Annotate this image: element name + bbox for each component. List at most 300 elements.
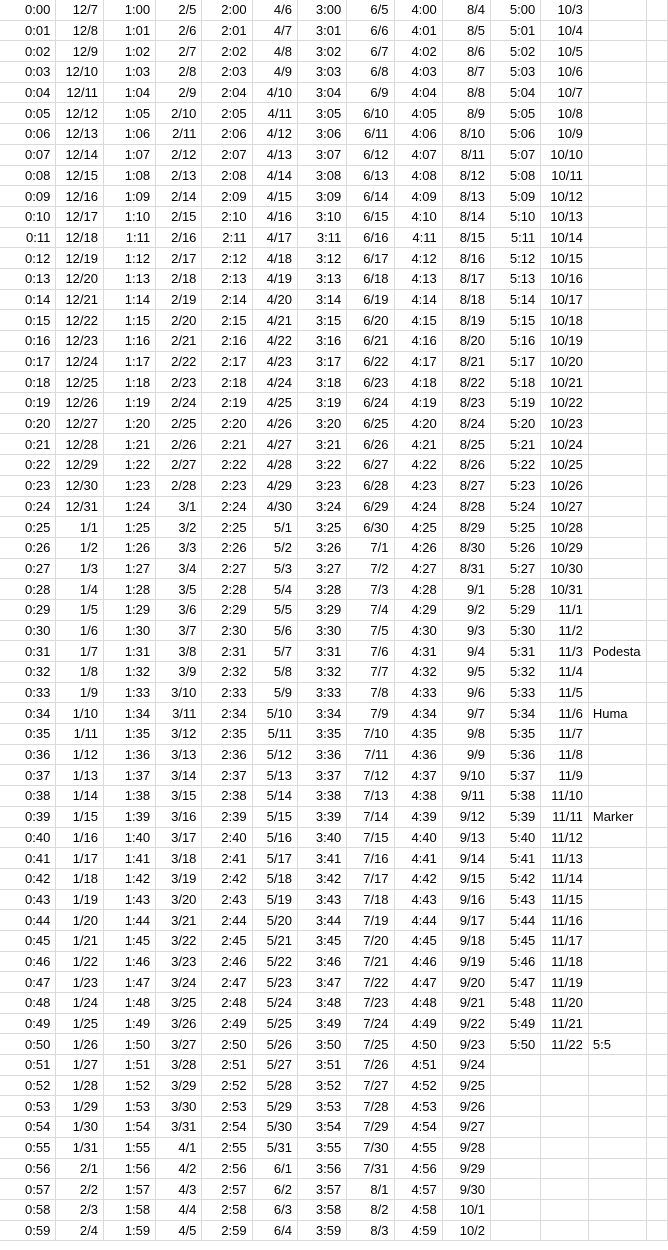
sheet-cell[interactable]: 0:10 <box>0 206 56 227</box>
sheet-cell[interactable]: 8/15 <box>442 227 490 248</box>
sheet-cell[interactable]: 1/31 <box>56 1137 104 1158</box>
sheet-cell[interactable]: 7/29 <box>347 1117 394 1138</box>
sheet-cell[interactable]: 2:33 <box>202 682 252 703</box>
sheet-cell[interactable]: 0:28 <box>0 579 56 600</box>
sheet-cell[interactable]: 7/3 <box>347 579 394 600</box>
sheet-cell[interactable] <box>588 848 646 869</box>
sheet-cell[interactable]: 7/4 <box>347 599 394 620</box>
sheet-cell[interactable]: 5:26 <box>491 537 541 558</box>
sheet-cell[interactable]: 0:05 <box>0 103 56 124</box>
sheet-cell[interactable]: 1:47 <box>104 972 156 993</box>
sheet-cell[interactable] <box>646 806 667 827</box>
sheet-cell[interactable] <box>588 537 646 558</box>
sheet-cell[interactable]: 3:50 <box>297 1034 346 1055</box>
sheet-cell[interactable]: 9/14 <box>442 848 490 869</box>
sheet-cell[interactable]: 2/20 <box>156 310 202 331</box>
sheet-cell[interactable] <box>588 827 646 848</box>
sheet-cell[interactable] <box>646 434 667 455</box>
sheet-cell[interactable]: 7/16 <box>347 848 394 869</box>
sheet-cell[interactable]: 3:01 <box>297 20 346 41</box>
sheet-cell[interactable]: 10/3 <box>541 0 589 20</box>
sheet-cell[interactable]: 3/10 <box>156 682 202 703</box>
sheet-cell[interactable]: 12/24 <box>56 351 104 372</box>
sheet-cell[interactable]: 11/22 <box>541 1034 589 1055</box>
sheet-cell[interactable]: 5/4 <box>252 579 297 600</box>
sheet-cell[interactable]: 0:34 <box>0 703 56 724</box>
sheet-cell[interactable]: 5:24 <box>491 496 541 517</box>
sheet-cell[interactable]: 2/13 <box>156 165 202 186</box>
sheet-cell[interactable]: 5/16 <box>252 827 297 848</box>
sheet-cell[interactable] <box>491 1199 541 1220</box>
sheet-cell[interactable]: 2/4 <box>56 1220 104 1241</box>
sheet-cell[interactable]: 12/29 <box>56 455 104 476</box>
sheet-cell[interactable]: 5:49 <box>491 1013 541 1034</box>
sheet-cell[interactable]: 3:21 <box>297 434 346 455</box>
sheet-cell[interactable]: 5:5 <box>588 1034 646 1055</box>
sheet-cell[interactable]: 3:57 <box>297 1179 346 1200</box>
sheet-cell[interactable] <box>541 1137 589 1158</box>
sheet-cell[interactable]: 5:39 <box>491 806 541 827</box>
sheet-cell[interactable] <box>646 351 667 372</box>
sheet-cell[interactable]: 1/4 <box>56 579 104 600</box>
sheet-cell[interactable]: 11/3 <box>541 641 589 662</box>
sheet-cell[interactable]: 2:02 <box>202 41 252 62</box>
sheet-cell[interactable]: 1:12 <box>104 248 156 269</box>
sheet-cell[interactable]: 5:35 <box>491 724 541 745</box>
sheet-cell[interactable] <box>646 331 667 352</box>
sheet-cell[interactable]: 0:19 <box>0 393 56 414</box>
sheet-cell[interactable]: 2:22 <box>202 455 252 476</box>
sheet-cell[interactable]: 11/19 <box>541 972 589 993</box>
sheet-cell[interactable]: 3/31 <box>156 1117 202 1138</box>
sheet-cell[interactable]: 5:31 <box>491 641 541 662</box>
sheet-cell[interactable]: 2/26 <box>156 434 202 455</box>
sheet-cell[interactable]: 2:39 <box>202 806 252 827</box>
sheet-cell[interactable]: 3:41 <box>297 848 346 869</box>
sheet-cell[interactable]: 5/1 <box>252 517 297 538</box>
sheet-cell[interactable]: 5/14 <box>252 786 297 807</box>
sheet-cell[interactable]: 3:02 <box>297 41 346 62</box>
sheet-cell[interactable]: 3:35 <box>297 724 346 745</box>
sheet-cell[interactable]: 1/28 <box>56 1075 104 1096</box>
sheet-cell[interactable]: 3/3 <box>156 537 202 558</box>
sheet-cell[interactable]: 2:15 <box>202 310 252 331</box>
sheet-cell[interactable]: 0:45 <box>0 930 56 951</box>
sheet-cell[interactable]: 2/11 <box>156 124 202 145</box>
sheet-cell[interactable] <box>646 144 667 165</box>
sheet-cell[interactable]: 12/19 <box>56 248 104 269</box>
sheet-cell[interactable] <box>588 144 646 165</box>
sheet-cell[interactable]: 8/27 <box>442 475 490 496</box>
sheet-cell[interactable]: 2:41 <box>202 848 252 869</box>
sheet-cell[interactable]: 4/3 <box>156 1179 202 1200</box>
sheet-cell[interactable]: 4/10 <box>252 82 297 103</box>
sheet-cell[interactable]: 3:10 <box>297 206 346 227</box>
sheet-cell[interactable]: 2:38 <box>202 786 252 807</box>
sheet-cell[interactable]: 3:18 <box>297 372 346 393</box>
sheet-cell[interactable]: 6/4 <box>252 1220 297 1241</box>
sheet-cell[interactable]: 3:27 <box>297 558 346 579</box>
sheet-cell[interactable]: 4/11 <box>252 103 297 124</box>
sheet-cell[interactable]: 7/20 <box>347 930 394 951</box>
sheet-cell[interactable]: 3/14 <box>156 765 202 786</box>
sheet-cell[interactable] <box>646 744 667 765</box>
sheet-cell[interactable] <box>588 868 646 889</box>
sheet-cell[interactable] <box>646 165 667 186</box>
sheet-cell[interactable]: 1:23 <box>104 475 156 496</box>
sheet-cell[interactable]: 5/21 <box>252 930 297 951</box>
sheet-cell[interactable]: 9/25 <box>442 1075 490 1096</box>
sheet-cell[interactable]: 5/26 <box>252 1034 297 1055</box>
sheet-cell[interactable] <box>588 1199 646 1220</box>
sheet-cell[interactable]: 2:54 <box>202 1117 252 1138</box>
sheet-cell[interactable]: 11/9 <box>541 765 589 786</box>
sheet-cell[interactable]: 1:27 <box>104 558 156 579</box>
sheet-cell[interactable]: 1:53 <box>104 1096 156 1117</box>
sheet-cell[interactable]: 6/2 <box>252 1179 297 1200</box>
sheet-cell[interactable] <box>541 1158 589 1179</box>
sheet-cell[interactable]: 4:50 <box>394 1034 442 1055</box>
sheet-cell[interactable]: 0:15 <box>0 310 56 331</box>
sheet-cell[interactable]: 0:49 <box>0 1013 56 1034</box>
sheet-cell[interactable]: 5/13 <box>252 765 297 786</box>
sheet-cell[interactable]: 3/23 <box>156 951 202 972</box>
sheet-cell[interactable]: 4:52 <box>394 1075 442 1096</box>
sheet-cell[interactable]: 4:06 <box>394 124 442 145</box>
sheet-cell[interactable]: 2:13 <box>202 268 252 289</box>
sheet-cell[interactable]: 2:53 <box>202 1096 252 1117</box>
sheet-cell[interactable]: 1:59 <box>104 1220 156 1241</box>
sheet-cell[interactable]: 5:38 <box>491 786 541 807</box>
sheet-cell[interactable] <box>646 1075 667 1096</box>
sheet-cell[interactable]: 11/17 <box>541 930 589 951</box>
sheet-cell[interactable]: 10/14 <box>541 227 589 248</box>
sheet-cell[interactable]: 1/18 <box>56 868 104 889</box>
sheet-cell[interactable]: 0:29 <box>0 599 56 620</box>
sheet-cell[interactable]: 5/10 <box>252 703 297 724</box>
sheet-cell[interactable]: 9/28 <box>442 1137 490 1158</box>
sheet-cell[interactable]: 5:25 <box>491 517 541 538</box>
sheet-cell[interactable]: 1/16 <box>56 827 104 848</box>
sheet-cell[interactable]: 6/10 <box>347 103 394 124</box>
sheet-cell[interactable]: 3:07 <box>297 144 346 165</box>
sheet-cell[interactable]: 5:23 <box>491 475 541 496</box>
sheet-cell[interactable] <box>646 724 667 745</box>
sheet-cell[interactable]: 4/23 <box>252 351 297 372</box>
sheet-cell[interactable]: 3:52 <box>297 1075 346 1096</box>
sheet-cell[interactable]: 7/21 <box>347 951 394 972</box>
sheet-cell[interactable]: 12/27 <box>56 413 104 434</box>
sheet-cell[interactable]: 0:58 <box>0 1199 56 1220</box>
sheet-cell[interactable]: 10/20 <box>541 351 589 372</box>
sheet-cell[interactable]: 8/6 <box>442 41 490 62</box>
sheet-cell[interactable]: 0:27 <box>0 558 56 579</box>
sheet-cell[interactable]: 2:21 <box>202 434 252 455</box>
sheet-cell[interactable]: 3:09 <box>297 186 346 207</box>
sheet-cell[interactable]: 4:58 <box>394 1199 442 1220</box>
sheet-cell[interactable]: 7/28 <box>347 1096 394 1117</box>
sheet-cell[interactable] <box>646 1117 667 1138</box>
sheet-cell[interactable]: 2:52 <box>202 1075 252 1096</box>
sheet-cell[interactable]: 6/29 <box>347 496 394 517</box>
sheet-cell[interactable] <box>646 786 667 807</box>
sheet-cell[interactable] <box>588 124 646 145</box>
sheet-cell[interactable]: 5:00 <box>491 0 541 20</box>
sheet-cell[interactable]: 10/22 <box>541 393 589 414</box>
sheet-cell[interactable]: 5/31 <box>252 1137 297 1158</box>
sheet-cell[interactable]: 5/7 <box>252 641 297 662</box>
sheet-cell[interactable] <box>646 413 667 434</box>
sheet-cell[interactable]: 0:42 <box>0 868 56 889</box>
sheet-cell[interactable]: 0:32 <box>0 662 56 683</box>
sheet-cell[interactable]: 3/11 <box>156 703 202 724</box>
sheet-cell[interactable] <box>588 1220 646 1241</box>
sheet-cell[interactable] <box>646 475 667 496</box>
sheet-cell[interactable]: 3:38 <box>297 786 346 807</box>
sheet-cell[interactable]: 12/12 <box>56 103 104 124</box>
sheet-cell[interactable]: 2/6 <box>156 20 202 41</box>
sheet-cell[interactable]: 3/28 <box>156 1055 202 1076</box>
sheet-cell[interactable]: 5/23 <box>252 972 297 993</box>
sheet-cell[interactable]: 3:25 <box>297 517 346 538</box>
sheet-cell[interactable]: 3/15 <box>156 786 202 807</box>
sheet-cell[interactable] <box>588 1158 646 1179</box>
sheet-cell[interactable]: 5:12 <box>491 248 541 269</box>
sheet-cell[interactable]: 1:26 <box>104 537 156 558</box>
sheet-cell[interactable]: 3:53 <box>297 1096 346 1117</box>
sheet-cell[interactable]: 2:51 <box>202 1055 252 1076</box>
sheet-cell[interactable]: 1:50 <box>104 1034 156 1055</box>
sheet-cell[interactable]: 3:47 <box>297 972 346 993</box>
sheet-cell[interactable]: 5:02 <box>491 41 541 62</box>
sheet-cell[interactable]: 8/22 <box>442 372 490 393</box>
sheet-cell[interactable]: 3:08 <box>297 165 346 186</box>
sheet-cell[interactable]: 2:17 <box>202 351 252 372</box>
sheet-cell[interactable]: 12/20 <box>56 268 104 289</box>
sheet-cell[interactable]: 1:38 <box>104 786 156 807</box>
sheet-cell[interactable]: 3/29 <box>156 1075 202 1096</box>
sheet-cell[interactable]: 1:39 <box>104 806 156 827</box>
sheet-cell[interactable] <box>646 124 667 145</box>
sheet-cell[interactable]: 1:08 <box>104 165 156 186</box>
sheet-cell[interactable]: 4:02 <box>394 41 442 62</box>
sheet-cell[interactable]: 4/20 <box>252 289 297 310</box>
sheet-cell[interactable]: 1:04 <box>104 82 156 103</box>
sheet-cell[interactable]: 5:44 <box>491 910 541 931</box>
sheet-cell[interactable]: 5:14 <box>491 289 541 310</box>
sheet-cell[interactable]: 4:35 <box>394 724 442 745</box>
sheet-cell[interactable]: 2:25 <box>202 517 252 538</box>
sheet-cell[interactable] <box>588 268 646 289</box>
sheet-cell[interactable]: 2/8 <box>156 62 202 83</box>
sheet-cell[interactable]: 4:54 <box>394 1117 442 1138</box>
sheet-cell[interactable]: 10/27 <box>541 496 589 517</box>
sheet-cell[interactable]: 9/11 <box>442 786 490 807</box>
sheet-cell[interactable]: 0:00 <box>0 0 56 20</box>
sheet-cell[interactable] <box>588 1096 646 1117</box>
sheet-cell[interactable] <box>646 41 667 62</box>
sheet-cell[interactable]: 0:01 <box>0 20 56 41</box>
sheet-cell[interactable]: 11/4 <box>541 662 589 683</box>
sheet-cell[interactable]: 6/3 <box>252 1199 297 1220</box>
sheet-cell[interactable]: 2/23 <box>156 372 202 393</box>
sheet-cell[interactable]: 8/2 <box>347 1199 394 1220</box>
sheet-cell[interactable]: 1:01 <box>104 20 156 41</box>
sheet-cell[interactable]: 2:31 <box>202 641 252 662</box>
sheet-cell[interactable] <box>646 0 667 20</box>
sheet-cell[interactable]: 6/26 <box>347 434 394 455</box>
sheet-cell[interactable]: 8/12 <box>442 165 490 186</box>
sheet-cell[interactable]: 1:11 <box>104 227 156 248</box>
sheet-cell[interactable]: 12/15 <box>56 165 104 186</box>
sheet-cell[interactable]: 10/28 <box>541 517 589 538</box>
sheet-cell[interactable]: 1/5 <box>56 599 104 620</box>
sheet-cell[interactable]: 3:17 <box>297 351 346 372</box>
sheet-cell[interactable]: 4:25 <box>394 517 442 538</box>
sheet-cell[interactable]: 0:56 <box>0 1158 56 1179</box>
sheet-cell[interactable]: 1/9 <box>56 682 104 703</box>
sheet-cell[interactable]: 3:00 <box>297 0 346 20</box>
sheet-cell[interactable]: 9/2 <box>442 599 490 620</box>
sheet-cell[interactable]: 1:48 <box>104 993 156 1014</box>
sheet-cell[interactable]: 3/13 <box>156 744 202 765</box>
sheet-cell[interactable]: 2/7 <box>156 41 202 62</box>
sheet-cell[interactable]: 1:58 <box>104 1199 156 1220</box>
sheet-cell[interactable] <box>491 1075 541 1096</box>
sheet-cell[interactable]: 4:37 <box>394 765 442 786</box>
sheet-cell[interactable]: 2/18 <box>156 268 202 289</box>
sheet-cell[interactable]: 3:51 <box>297 1055 346 1076</box>
sheet-cell[interactable] <box>588 41 646 62</box>
sheet-cell[interactable]: 10/15 <box>541 248 589 269</box>
sheet-cell[interactable]: 4:13 <box>394 268 442 289</box>
sheet-cell[interactable]: 8/20 <box>442 331 490 352</box>
sheet-cell[interactable]: 1:29 <box>104 599 156 620</box>
sheet-cell[interactable]: 5/2 <box>252 537 297 558</box>
sheet-cell[interactable]: 5:06 <box>491 124 541 145</box>
sheet-cell[interactable]: 3/7 <box>156 620 202 641</box>
sheet-cell[interactable]: 0:37 <box>0 765 56 786</box>
sheet-cell[interactable]: 4:46 <box>394 951 442 972</box>
sheet-cell[interactable]: 4/2 <box>156 1158 202 1179</box>
sheet-cell[interactable]: 4/25 <box>252 393 297 414</box>
sheet-cell[interactable] <box>588 786 646 807</box>
sheet-cell[interactable] <box>646 848 667 869</box>
sheet-cell[interactable]: 9/22 <box>442 1013 490 1034</box>
sheet-cell[interactable]: 2:32 <box>202 662 252 683</box>
sheet-cell[interactable]: 1:36 <box>104 744 156 765</box>
sheet-cell[interactable]: 9/6 <box>442 682 490 703</box>
sheet-cell[interactable]: 0:38 <box>0 786 56 807</box>
sheet-cell[interactable]: 6/8 <box>347 62 394 83</box>
sheet-cell[interactable]: 7/11 <box>347 744 394 765</box>
sheet-cell[interactable] <box>541 1220 589 1241</box>
sheet-cell[interactable]: 8/17 <box>442 268 490 289</box>
sheet-cell[interactable]: 7/13 <box>347 786 394 807</box>
sheet-cell[interactable]: 10/4 <box>541 20 589 41</box>
sheet-cell[interactable]: 7/18 <box>347 889 394 910</box>
sheet-cell[interactable]: 4/7 <box>252 20 297 41</box>
sheet-cell[interactable] <box>588 103 646 124</box>
sheet-cell[interactable]: 10/13 <box>541 206 589 227</box>
sheet-cell[interactable]: 4/12 <box>252 124 297 145</box>
sheet-cell[interactable]: 1:21 <box>104 434 156 455</box>
sheet-cell[interactable]: 11/21 <box>541 1013 589 1034</box>
sheet-cell[interactable]: 12/22 <box>56 310 104 331</box>
sheet-cell[interactable]: 2/1 <box>56 1158 104 1179</box>
sheet-cell[interactable]: 1:32 <box>104 662 156 683</box>
sheet-cell[interactable]: 4/13 <box>252 144 297 165</box>
sheet-cell[interactable] <box>646 620 667 641</box>
sheet-cell[interactable]: 4/14 <box>252 165 297 186</box>
sheet-cell[interactable]: 3:39 <box>297 806 346 827</box>
sheet-cell[interactable]: 2:56 <box>202 1158 252 1179</box>
sheet-cell[interactable]: 8/19 <box>442 310 490 331</box>
sheet-cell[interactable] <box>588 434 646 455</box>
sheet-cell[interactable]: 0:41 <box>0 848 56 869</box>
sheet-cell[interactable] <box>588 1117 646 1138</box>
sheet-cell[interactable]: 4:28 <box>394 579 442 600</box>
sheet-cell[interactable]: 3/17 <box>156 827 202 848</box>
sheet-cell[interactable] <box>646 868 667 889</box>
sheet-cell[interactable]: 9/23 <box>442 1034 490 1055</box>
sheet-cell[interactable]: 2:19 <box>202 393 252 414</box>
sheet-cell[interactable]: 6/28 <box>347 475 394 496</box>
sheet-cell[interactable]: 9/8 <box>442 724 490 745</box>
sheet-cell[interactable]: 10/9 <box>541 124 589 145</box>
sheet-cell[interactable] <box>588 393 646 414</box>
sheet-cell[interactable]: 3:48 <box>297 993 346 1014</box>
sheet-cell[interactable]: 2/3 <box>56 1199 104 1220</box>
sheet-cell[interactable]: 6/20 <box>347 310 394 331</box>
sheet-cell[interactable]: 1:24 <box>104 496 156 517</box>
sheet-cell[interactable] <box>646 972 667 993</box>
sheet-cell[interactable]: 4:31 <box>394 641 442 662</box>
sheet-cell[interactable]: 1:52 <box>104 1075 156 1096</box>
sheet-cell[interactable] <box>491 1117 541 1138</box>
sheet-cell[interactable]: 1:41 <box>104 848 156 869</box>
sheet-cell[interactable]: 0:20 <box>0 413 56 434</box>
sheet-cell[interactable]: 2:16 <box>202 331 252 352</box>
sheet-cell[interactable]: 0:17 <box>0 351 56 372</box>
sheet-cell[interactable]: 4:30 <box>394 620 442 641</box>
sheet-cell[interactable]: 1/10 <box>56 703 104 724</box>
sheet-cell[interactable]: 11/11 <box>541 806 589 827</box>
sheet-cell[interactable]: 4:47 <box>394 972 442 993</box>
sheet-cell[interactable]: 3:40 <box>297 827 346 848</box>
sheet-cell[interactable]: 5:43 <box>491 889 541 910</box>
sheet-cell[interactable]: 4:20 <box>394 413 442 434</box>
sheet-cell[interactable]: 1/23 <box>56 972 104 993</box>
sheet-cell[interactable]: 4:03 <box>394 62 442 83</box>
sheet-cell[interactable]: 0:47 <box>0 972 56 993</box>
sheet-cell[interactable]: 3:43 <box>297 889 346 910</box>
sheet-cell[interactable]: 6/12 <box>347 144 394 165</box>
sheet-cell[interactable]: 12/8 <box>56 20 104 41</box>
sheet-cell[interactable]: 11/15 <box>541 889 589 910</box>
sheet-cell[interactable] <box>588 310 646 331</box>
sheet-cell[interactable]: 3:32 <box>297 662 346 683</box>
sheet-cell[interactable]: 1:31 <box>104 641 156 662</box>
sheet-cell[interactable]: 2:47 <box>202 972 252 993</box>
sheet-cell[interactable]: 2/28 <box>156 475 202 496</box>
sheet-cell[interactable]: 1:18 <box>104 372 156 393</box>
sheet-cell[interactable]: 2:28 <box>202 579 252 600</box>
sheet-cell[interactable] <box>491 1137 541 1158</box>
sheet-cell[interactable]: 1/21 <box>56 930 104 951</box>
sheet-cell[interactable]: 4:29 <box>394 599 442 620</box>
sheet-cell[interactable]: 2/10 <box>156 103 202 124</box>
